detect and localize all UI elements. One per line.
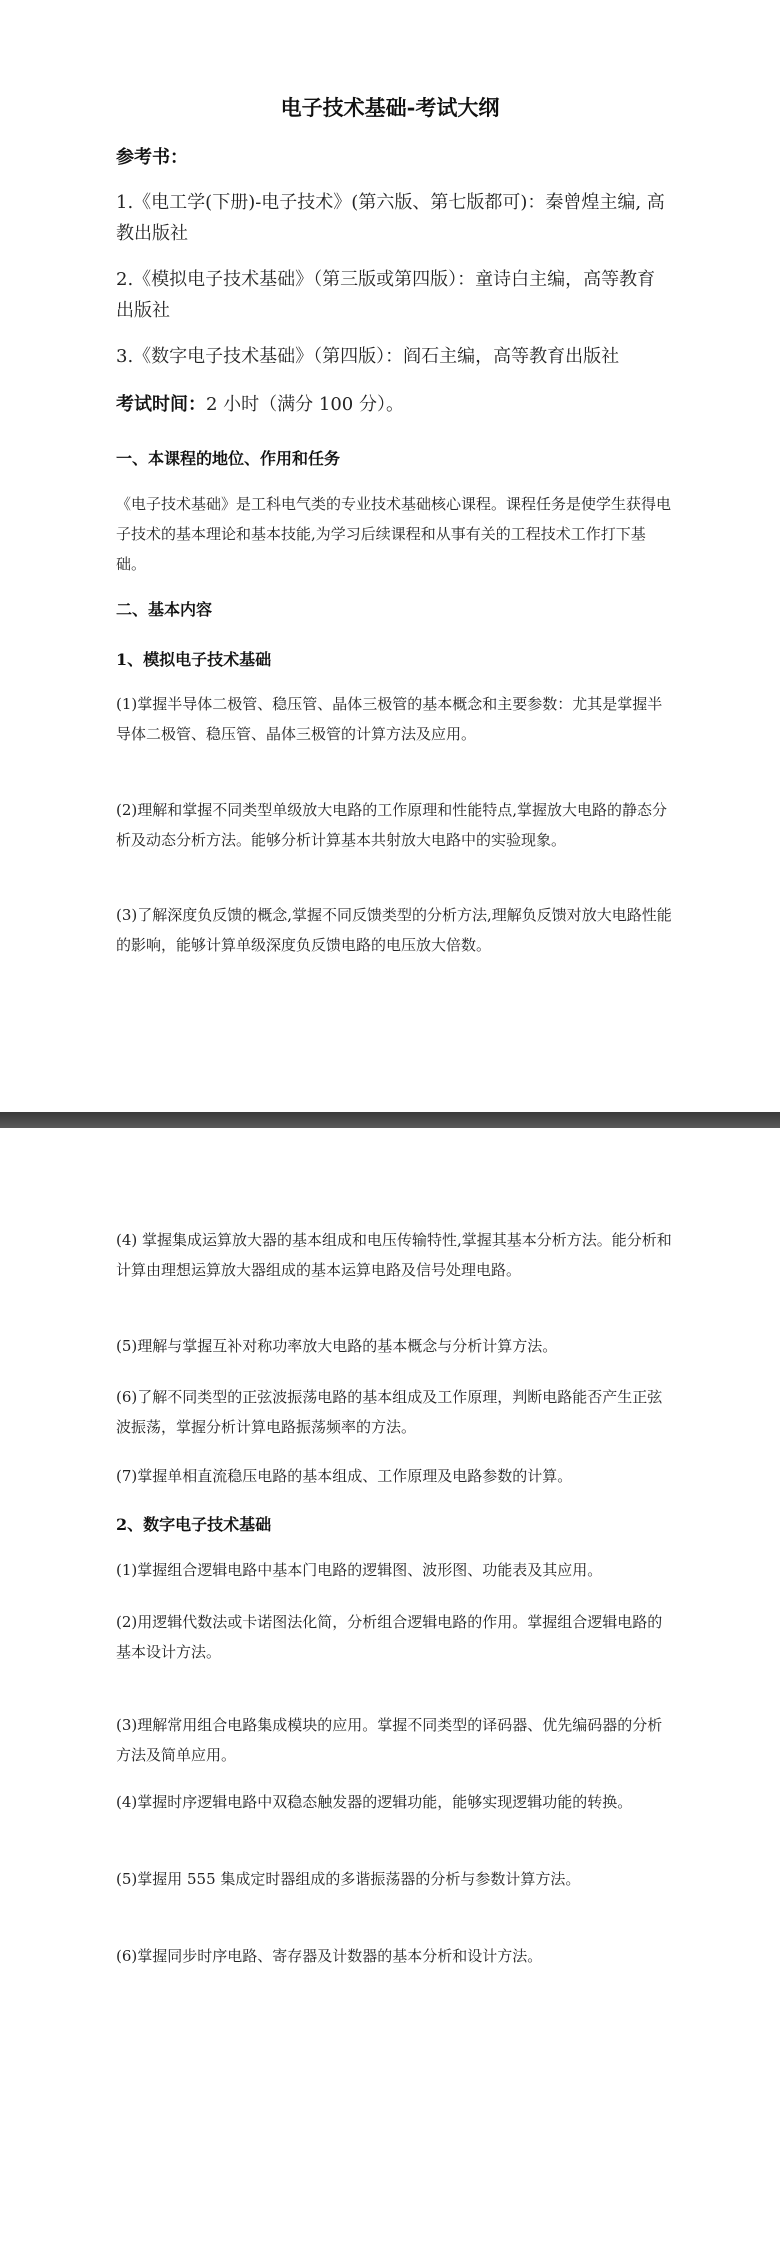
- digital-item-4: (4)掌握时序逻辑电路中双稳态触发器的逻辑功能，能够实现逻辑功能的转换。: [116, 1793, 633, 1811]
- analog-item-6: (6)了解不同类型的正弦波振荡电路的基本组成及工作原理，判断电路能否产生正弦波振荡，掌握分析计算电路振荡频率的方法。: [116, 1388, 663, 1436]
- document-page-1: [0, 0, 780, 1112]
- document-page-2: [0, 1128, 780, 2246]
- digital-item-1: (1)掌握组合逻辑电路中基本门电路的逻辑图、波形图、功能表及其应用。: [116, 1561, 603, 1579]
- exam-time: [116, 389, 672, 420]
- section-1-text: 《电子技术基础》是工科电气类的专业技术基础核心课程。课程任务是使学生获得电子技术的基本理论和基本技能,为学习后续课程和从事有关的工程技术工作打下基础。: [116, 495, 672, 573]
- section-2-title: 二、基本内容: [116, 600, 213, 619]
- digital-item-6: (6)掌握同步时序电路、寄存器及计数器的基本分析和设计方法。: [116, 1947, 543, 1965]
- analog-item-2: (2)理解和掌握不同类型单级放大电路的工作原理和性能特点,掌握放大电路的静态分析及动态分析方法。能够分析计算基本共射放大电路中的实验现象。: [116, 801, 668, 849]
- analog-item-1: (1)掌握半导体二极管、稳压管、晶体三极管的基本概念和主要参数：尤其是掌握半导体二极管、稳压管、晶体三极管的计算方法及应用。: [116, 695, 663, 743]
- page-separator: [0, 1112, 780, 1128]
- reference-item-1: 1.《电工学(下册)-电子技术》(第六版、第七版都可)：秦曾煌主编, 高教出版社: [116, 192, 665, 244]
- subsection-digital-title: 2、数字电子技术基础: [116, 1515, 272, 1534]
- document-title: 电子技术基础-考试大纲: [280, 95, 500, 120]
- analog-item-4: (4) 掌握集成运算放大器的基本组成和电压传输特性,掌握其基本分析方法。能分析和计算由理想运算放大器组成的基本运算电路及信号处理电路。: [116, 1231, 672, 1279]
- analog-item-5: (5)理解与掌握互补对称功率放大电路的基本概念与分析计算方法。: [116, 1337, 558, 1355]
- analog-item-3: (3)了解深度负反馈的概念,掌握不同反馈类型的分析方法,理解负反馈对放大电路性能的影响，能够计算单级深度负反馈电路的电压放大倍数。: [116, 906, 672, 954]
- section-1-title: 一、本课程的地位、作用和任务: [116, 449, 341, 468]
- digital-item-3: (3)理解常用组合电路集成模块的应用。掌握不同类型的译码器、优先编码器的分析方法及简单应用。: [116, 1716, 663, 1764]
- subsection-analog-title: 1、模拟电子技术基础: [116, 650, 272, 669]
- reference-item-2: 2.《模拟电子技术基础》（第三版或第四版）：童诗白主编，高等教育出版社: [116, 269, 656, 321]
- reference-item-3: 3.《数字电子技术基础》（第四版）：阎石主编，高等教育出版社: [116, 346, 620, 367]
- references-heading: 参考书：: [116, 147, 188, 168]
- exam-time-value: 2 小时（满分 100 分）。: [206, 394, 404, 415]
- digital-item-2: (2)用逻辑代数法或卡诺图法化简，分析组合逻辑电路的作用。掌握组合逻辑电路的基本设计方法。: [116, 1613, 663, 1661]
- analog-item-7: (7)掌握单相直流稳压电路的基本组成、工作原理及电路参数的计算。: [116, 1467, 573, 1485]
- digital-item-5: (5)掌握用 555 集成定时器组成的多谐振荡器的分析与参数计算方法。: [116, 1870, 581, 1888]
- exam-time-label: 考试时间：: [116, 394, 206, 415]
